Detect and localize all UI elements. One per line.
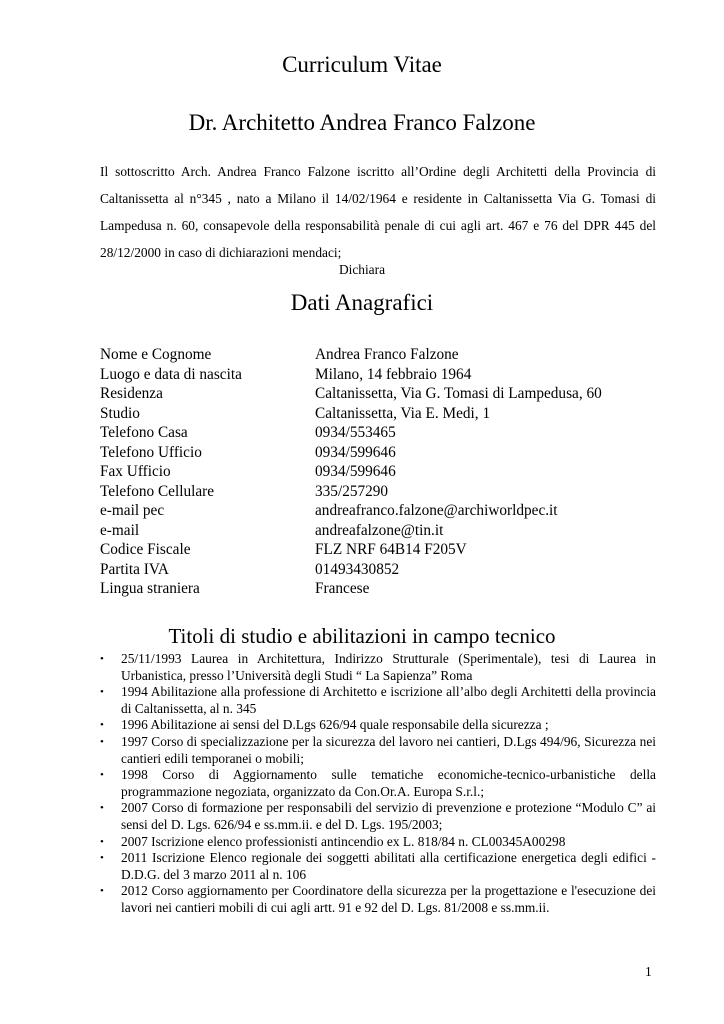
personal-row-fax [100,462,660,482]
field-value: 0934/553465 [315,424,396,441]
field-value: 0934/599646 [315,443,396,461]
field-label: Studio [100,404,140,422]
field-label: Residenza [100,385,163,402]
bullet-icon: • [100,835,104,848]
list-item [100,834,656,851]
personal-row-email [100,521,660,541]
personal-row-language [100,579,660,599]
personal-row-pec [100,501,660,521]
list-item-text: 1998 Corso di Aggiornamento sulle tematiche economiche-tecnico-urbanistiche della programmazione negoziata, organizzato da Con.Or.A. Europa S.r.l.; [121,767,656,799]
field-value: FLZ NRF 64B14 F205V [315,541,467,558]
list-item-text: 2007 Iscrizione elenco professionisti antincendio ex L. 818/84 n. CL00345A00298 [121,833,566,849]
list-item [100,734,656,767]
field-value: Milano, 14 febbraio 1964 [315,365,472,383]
field-label: e-mail pec [100,502,165,519]
bullet-icon: • [100,885,104,898]
list-item [100,651,656,684]
bullet-icon: • [100,653,104,665]
list-item-text: 1997 Corso di specializzazione per la sicurezza del lavoro nei cantieri, D.Lgs 494/96, Sicurezza nei cantieri edili temporanei o mobili; [121,733,656,766]
qualifications-list [100,651,656,917]
list-item-text: 1996 Abilitazione ai sensi del D.Lgs 626/94 quale responsabile della sicurezza ; [121,717,549,733]
field-label: Nome e Cognome [100,346,212,363]
field-value: andreafranco.falzone@archiworldpec.it [315,502,558,519]
declares-label: Dichiara [338,262,386,277]
field-value: Caltanissetta, Via G. Tomasi di Lampedusa, 60 [315,385,602,402]
field-value: Andrea Franco Falzone [315,346,459,363]
list-item-text: 25/11/1993 Laurea in Architettura, Indirizzo Strutturale (Sperimentale), tesi di Laurea in Urbanistica, presso l’Università degli Studi “ La Sapienza” Roma [121,651,656,683]
document-title: Curriculum Vitae [282,52,442,77]
field-value: Francese [315,580,370,597]
field-value: 0934/599646 [315,463,396,480]
intro-paragraph: Il sottoscritto Arch. Andrea Franco Falzone iscritto all’Ordine degli Architetti della Provincia di Caltanissetta al n°345 , nato a Milano il 14/02/1964 e residente in Caltanissetta Via G. Tomasi di Lampedusa n. 60, consapevole della responsabilità penale di cui agli art. 467 e 76 del DPR 445 del 28/12/2000 in caso di dichiarazioni mendaci; [100,164,656,260]
bullet-icon: • [100,735,104,748]
personal-row-name [100,345,660,365]
field-label: Telefono Cellulare [100,482,215,500]
field-label: Luogo e data di nascita [100,365,242,383]
field-label: Codice Fiscale [100,541,191,558]
field-label: Telefono Casa [100,424,188,441]
personal-row-residence [100,384,660,404]
field-value: Caltanissetta, Via E. Medi, 1 [315,404,491,422]
personal-row-vat [100,560,660,580]
bullet-icon: • [100,686,104,699]
personal-data-heading: Dati Anagrafici [290,290,434,315]
qualifications-heading: Titoli di studio e abilitazioni in campo tecnico [168,624,556,648]
field-label: Telefono Ufficio [100,443,202,461]
field-label: Fax Ufficio [100,463,171,480]
list-item-text: 2011 Iscrizione Elenco regionale dei soggetti abilitati alla certificazione energetica degli edifici - D.D.G. del 3 marzo 2011 al n. 106 [121,850,656,882]
list-item-text: 2012 Corso aggiornamento per Coordinatore della sicurezza per la progettazione e l'esecuzione dei lavori nei cantieri mobili di cui agli artt. 91 e 92 del D. Lgs. 81/2008 e ss.mm.ii. [121,883,656,915]
page-number: 1 [645,964,652,979]
field-label: Partita IVA [100,560,169,578]
bullet-icon: • [100,719,104,732]
field-value: 335/257290 [315,482,389,500]
list-item [100,883,656,916]
field-label: e-mail [100,521,140,539]
bullet-icon: • [100,852,104,865]
personal-data-table [100,345,660,599]
person-name-heading: Dr. Architetto Andrea Franco Falzone [188,110,536,135]
list-item [100,850,656,883]
list-item-text: 1994 Abilitazione alla professione di Architetto e iscrizione all’albo degli Architetti della provincia di Caltanissetta, al n. 345 [121,684,656,716]
field-value: 01493430852 [315,560,400,578]
list-item [100,684,656,717]
field-label: Lingua straniera [100,580,200,597]
list-item [100,767,656,800]
bullet-icon: • [100,769,104,782]
personal-row-tax-code [100,540,660,560]
personal-row-office-phone [100,443,660,463]
bullet-icon: • [100,802,104,815]
personal-row-birth [100,365,660,385]
list-item [100,800,656,833]
personal-row-mobile [100,482,660,502]
list-item-text: 2007 Corso di formazione per responsabili del servizio di prevenzione e protezione “Modulo C” ai sensi del D. Lgs. 626/94 e ss.mm.ii. e del D. Lgs. 195/2003; [121,800,656,832]
personal-row-studio [100,404,660,424]
list-item [100,717,656,734]
personal-row-home-phone [100,423,660,443]
field-value: andreafalzone@tin.it [315,521,444,539]
